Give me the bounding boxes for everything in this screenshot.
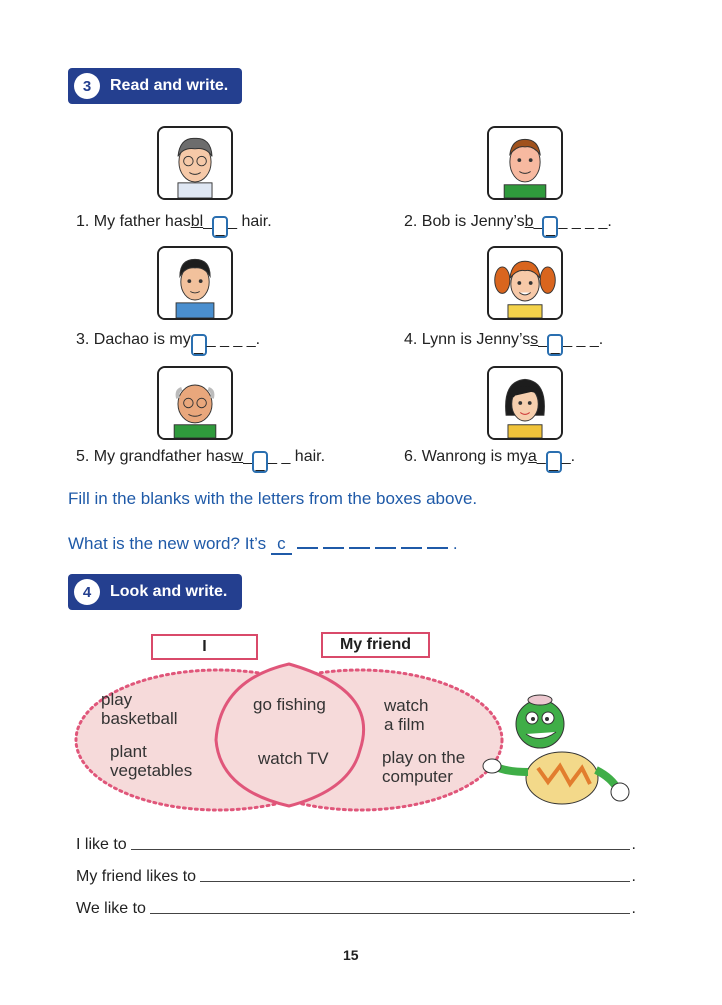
question-2: 2. Bob is Jenny’sb___ _ _ _. [404, 213, 612, 237]
letter-box[interactable]: _ [212, 216, 228, 238]
letter-box[interactable]: _ [191, 334, 207, 356]
letter-box[interactable]: _ [252, 451, 268, 473]
answer-blank[interactable] [323, 529, 344, 549]
question-6: 6. Wanrong is mya___. [404, 448, 576, 472]
section-number: 4 [74, 579, 100, 605]
page-number: 15 [343, 947, 359, 963]
answer-blank[interactable] [401, 529, 422, 549]
write-line-3[interactable]: We like to . [76, 900, 636, 917]
question-5: 5. My grandfather hasw___ _ hair. [76, 448, 326, 472]
venn-both-item: watch TV [258, 749, 329, 768]
father-portrait [157, 126, 233, 200]
venn-diagram [70, 640, 520, 820]
venn-right-item: play on the computer [382, 748, 466, 786]
answer-blank[interactable] [427, 529, 448, 549]
answer-blank[interactable] [297, 529, 318, 549]
letter-box[interactable]: _ [542, 216, 558, 238]
section-4-header [68, 574, 242, 610]
writing-blank[interactable] [150, 913, 630, 914]
fill-instruction: Fill in the blanks with the letters from the boxes above. [68, 489, 478, 508]
question-1: 1. My father hasbl___ hair. [76, 213, 272, 237]
section-3-header [68, 68, 242, 104]
wanrong-portrait [487, 366, 563, 440]
lynn-portrait [487, 246, 563, 320]
write-line-1[interactable]: I like to . [76, 836, 636, 853]
label-my-friend: My friend [321, 632, 430, 658]
section-title: Read and write. [110, 77, 229, 94]
letter-box[interactable]: _ [547, 334, 563, 356]
grandfather-portrait [157, 366, 233, 440]
write-line-2[interactable]: My friend likes to . [76, 868, 636, 885]
writing-blank[interactable] [131, 849, 630, 850]
answer-blank[interactable]: c [271, 535, 292, 555]
section-number: 3 [74, 73, 100, 99]
section-title: Look and write. [110, 583, 228, 600]
answer-blank[interactable] [349, 529, 370, 549]
venn-both-item: go fishing [253, 695, 326, 714]
label-i: I [151, 634, 258, 660]
venn-right-item: watch a film [384, 696, 429, 734]
question-4: 4. Lynn is Jenny’ss___ _ _. [404, 331, 604, 355]
dachao-portrait [157, 246, 233, 320]
turtle-mascot-illustration [478, 686, 640, 810]
answer-blank[interactable] [375, 529, 396, 549]
venn-left-item: plant vegetables [110, 742, 193, 780]
new-word-line: What is the new word? It’s c . [68, 529, 458, 555]
venn-left-item: play basketball [101, 690, 178, 728]
letter-box[interactable]: _ [546, 451, 562, 473]
bob-portrait [487, 126, 563, 200]
question-3: 3. Dachao is my__ _ _ _. [76, 331, 261, 355]
writing-blank[interactable] [200, 881, 630, 882]
